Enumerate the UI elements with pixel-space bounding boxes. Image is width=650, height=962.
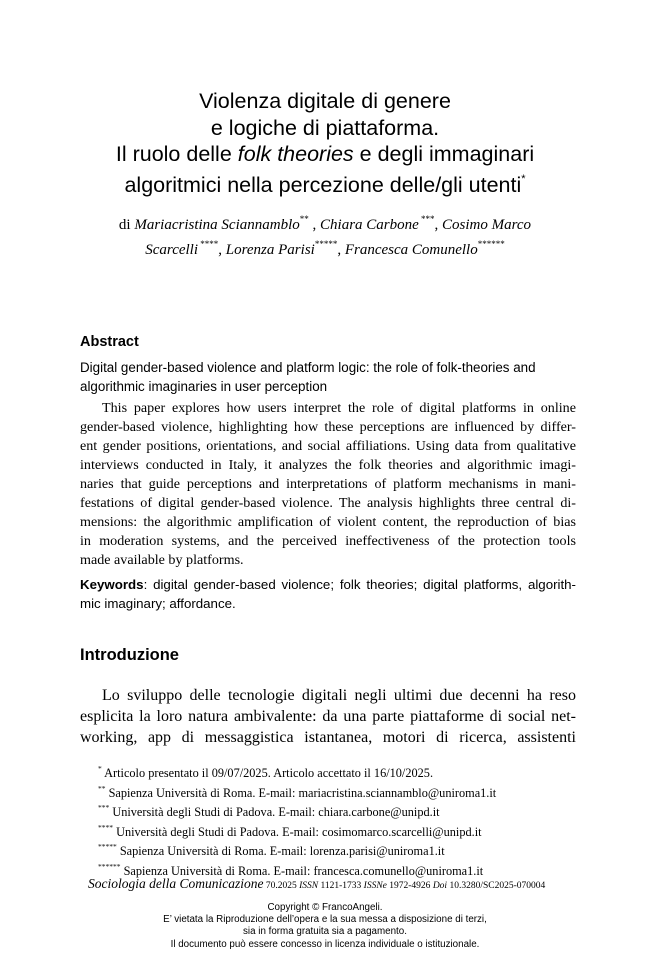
title-italic-term: folk theories [237,142,354,166]
author-4-mark: ***** [314,239,338,249]
author-3-mark: **** [198,239,219,249]
footnote-text: Sapienza Università di Roma. E-mail: francesca.comunello@uniroma1.it [120,864,484,879]
abstract-text [80,399,576,570]
footnote-text: Università degli Studi di Padova. E-mail: cosimomarco.scarcelli@unipd.it [113,824,482,839]
abstract-line: interviews conducted in Italy, it analyzes the folk theories and algorithmic imagi- [80,457,576,473]
author-2: Chiara Carbone [320,217,419,233]
intro-line: working, app di messaggistica istantanea, motori di ricerca, assistenti [80,729,576,746]
title-line-3-pre: Il ruolo delle [115,142,238,166]
doi-value: 10.3280/SC2025-070004 [447,881,546,891]
footnote-mark: *** [98,803,110,813]
author-1-mark: ** [299,214,309,224]
intro-line: esplicita la loro natura ambivalente: da una parte piattaforme di social net- [80,708,576,725]
title-line-2: e logiche di piattaforma. [210,115,440,140]
keywords-text-1: : digital gender-based violence; folk theories; digital platforms, algorith- [143,577,576,592]
author-5: Francesca Comunello [344,242,478,258]
abstract-line: ent gender positions, orientations, and social affiliations. Using data from qualitative [80,438,576,454]
title-line-1: Violenza digitale di genere [199,89,451,113]
author-sep-1: , [308,217,321,233]
footnote-text: Sapienza Università di Roma. E-mail: lorenza.parisi@uniroma1.it [116,844,445,859]
author-line-1 [70,210,580,235]
author-3-part-2: Scarcelli [145,242,199,258]
author-3-part-1: Cosimo Marco [442,217,532,233]
issn-label: ISSN [299,881,319,891]
footnote-mark: ***** [98,842,117,852]
footnote-mark: ****** [98,861,121,871]
article-title [60,88,590,198]
copyright-line: E’ vietata la Riproduzione dell’opera e la sua messa a disposizione di terzi, [163,914,487,926]
author-prefix: di [118,217,135,233]
author-sep-2: , [434,217,443,233]
abstract-english-title [80,358,576,396]
abstract-line: made available by platforms. [80,552,244,568]
title-line-4-text: algoritmici nella percezione delle/gli utenti [124,172,522,197]
author-sep-3: , [218,242,226,258]
footnote-text: Università degli Studi di Padova. E-mail: chiara.carbone@unipd.it [109,805,440,820]
issn-value: 1121-1733 [318,881,364,891]
journal-issn-group [299,881,545,891]
footnote-text: Sapienza Università di Roma. E-mail: mariacristina.sciannamblo@uniroma1.it [105,785,497,800]
section-heading-introduzione: Introduzione [80,646,179,664]
abstract-line: naries that guide perceptions and interpretations of platform mechanisms in mani- [80,476,576,492]
copyright-notice [60,902,590,951]
keywords-line-1 [80,575,576,594]
footnote [98,840,578,860]
author-5-mark: ****** [477,239,505,249]
title-footnote-mark: * [521,172,526,185]
journal-citation [88,876,578,892]
title-line-3-post: e degli immaginari [353,142,535,166]
footnote-text: Articolo presentato il 09/07/2025. Articolo accettato il 16/10/2025. [101,766,434,781]
author-sep-4: , [337,242,345,258]
footnote [98,782,578,802]
introduction-text [80,685,576,748]
abstract-line: festations of digital gender-based violence. The analysis highlights three central di- [80,495,576,511]
intro-line: Lo sviluppo delle tecnologie digitali negli ultimi due decenni ha reso [102,687,576,704]
footnote [98,821,578,841]
author-4: Lorenza Parisi [225,242,315,258]
footnotes [98,762,578,880]
abstract-english-title-line-1: Digital gender-based violence and platform logic: the role of folk-theories and [80,360,536,375]
footnote-mark: **** [98,822,113,832]
keywords-line-2: mic imaginary; affordance. [80,596,236,611]
journal-issue: 70.2025 [263,881,300,891]
keywords [80,575,576,613]
issne-label: ISSNe [363,881,387,891]
author-2-mark: *** [418,214,435,224]
doi-label: Doi [432,881,448,891]
abstract-english-title-line-2: algorithmic imaginaries in user perception [80,379,328,394]
title-line-3 [60,141,590,168]
abstract-line: gender-based violence, highlighting how these perceptions are influenced by differ- [80,419,576,435]
abstract-line: mensions: the algorithmic amplification of violent content, the reproduction of bias [80,514,576,530]
journal-name: Sociologia della Comunicazione [88,876,264,891]
copyright-line: Copyright © FrancoAngeli. [267,902,383,913]
abstract-heading: Abstract [80,334,139,350]
abstract-line: in moderation systems, and the perceived ineffectiveness of the protection tools [80,533,576,549]
copyright-line: sia in forma gratuita sia a pagamento. [243,926,407,938]
issne-value: 1972-4926 [386,881,433,891]
author-line-2 [70,235,580,260]
footnote [98,762,578,782]
footnote-mark: ** [98,783,106,793]
copyright-line: Il documento può essere concesso in licenza individuale o istituzionale. [170,938,480,950]
author-list [70,210,580,260]
title-line-4 [60,168,590,199]
author-1: Mariacristina Sciannamblo [134,217,300,233]
footnote-mark: * [98,764,102,773]
footnote [98,801,578,821]
abstract-line: This paper explores how users interpret the role of digital platforms in online [102,400,576,416]
keywords-label: Keywords [80,577,144,592]
